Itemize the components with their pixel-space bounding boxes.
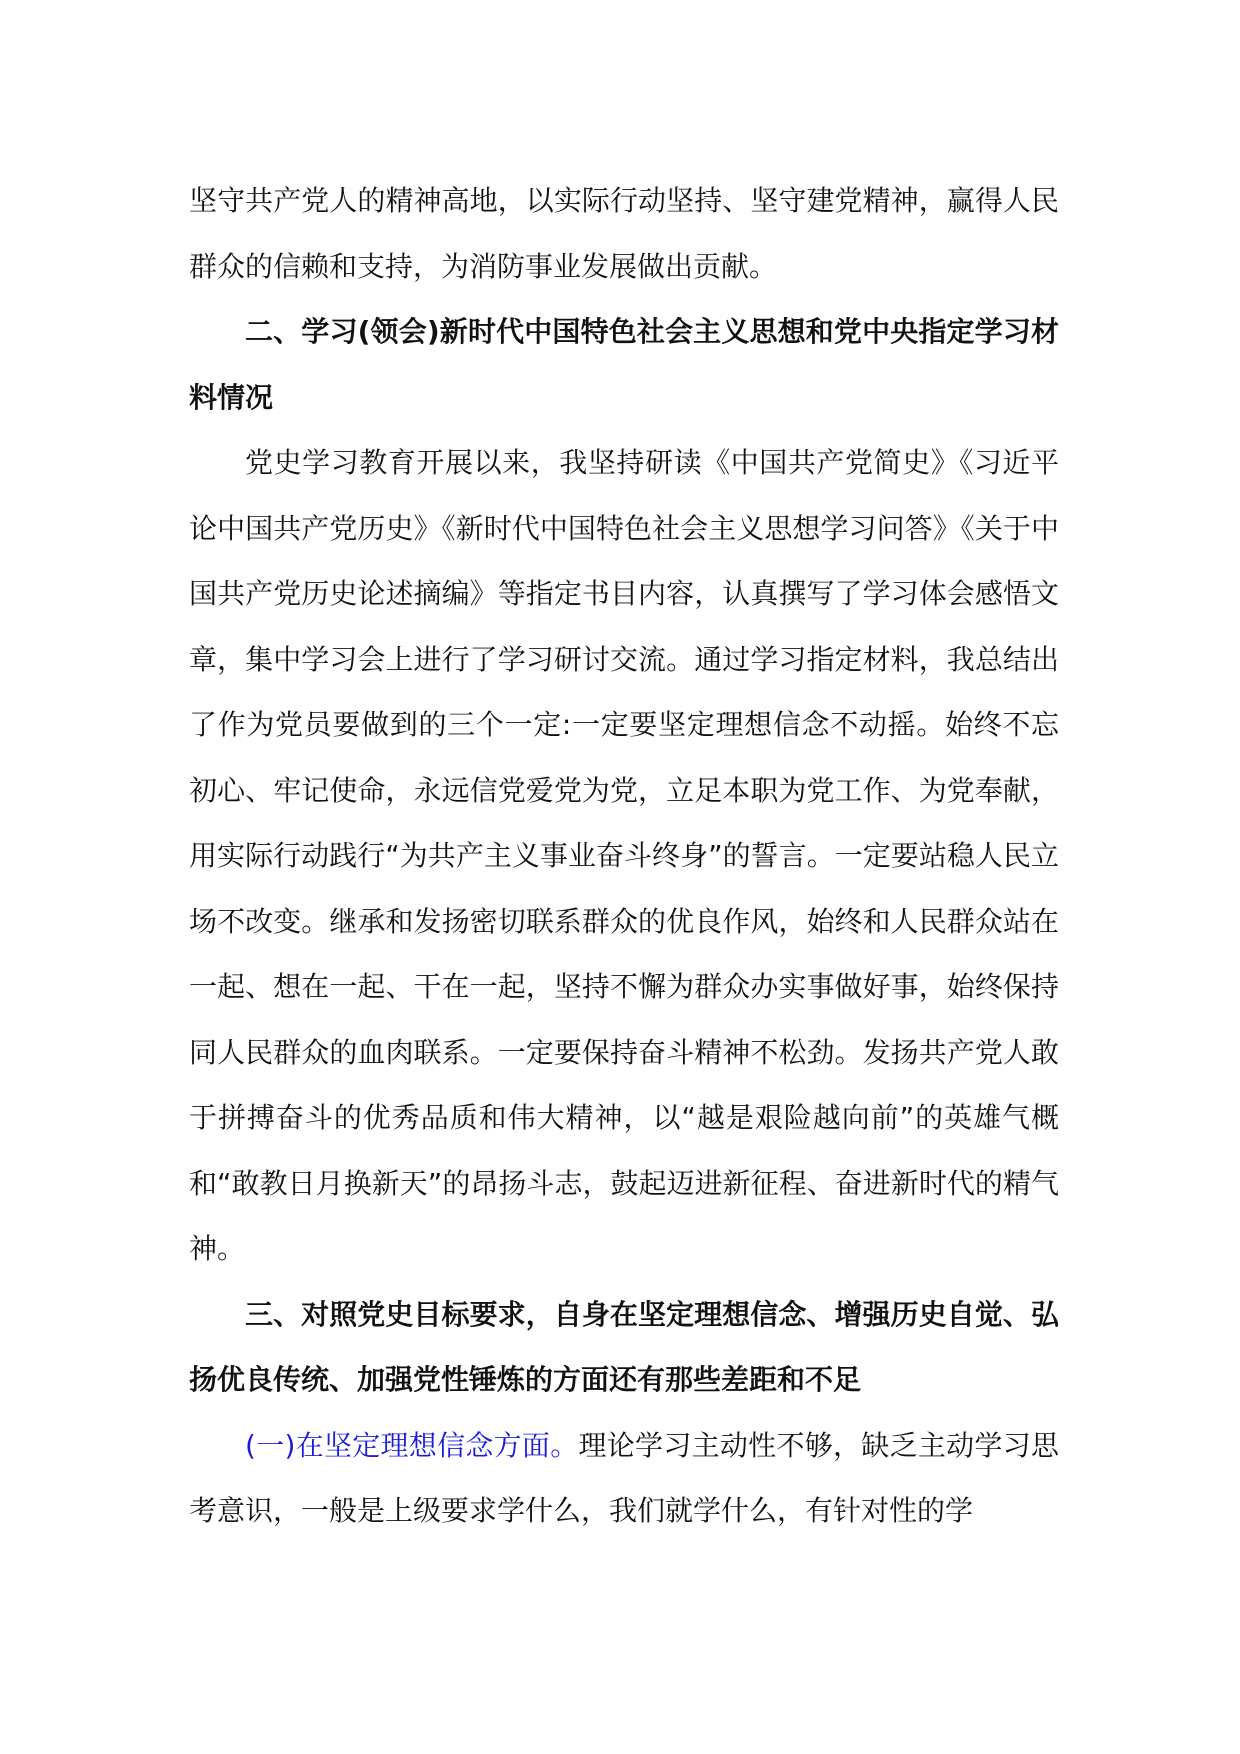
subsection-text: 理论学习主动性不够，缺乏主动学习思考意识，一般是上级要求学什么，我们就学什么，有针对性的学 [189, 1428, 1059, 1527]
paragraph-continuation: 坚守共产党人的精神高地，以实际行动坚持、坚守建党精神，赢得人民群众的信赖和支持，为消防事业发展做出贡献。 [189, 184, 1059, 283]
paragraph-ideals-beliefs [189, 1413, 1059, 1544]
section-heading-2: 二、学习(领会)新时代中国特色社会主义思想和党中央指定学习材料情况 [189, 315, 1059, 414]
section-heading-3: 三、对照党史目标要求，自身在坚定理想信念、增强历史自觉、弘扬优良传统、加强党性锤炼的方面还有那些差距和不足 [189, 1297, 1059, 1396]
document-body [189, 168, 1059, 1544]
subsection-label: (一)在坚定理想信念方面。 [245, 1428, 579, 1462]
paragraph-study-materials: 党史学习教育开展以来，我坚持研读《中国共产党简史》《习近平论中国共产党历史》《新时代中国特色社会主义思想学习问答》《关于中国共产党历史论述摘编》等指定书目内容，认真撰写了学习体会感悟文章，集中学习会上进行了学习研讨交流。通过学习指定材料，我总结出了作为党员要做到的三个一定:一定要坚定理想信念不动摇。始终不忘初心、牢记使命，永远信党爱党为党，立足本职为党工作、为党奉献，用实际行动践行“为共产主义事业奋斗终身”的誓言。一定要站稳人民立场不改变。继承和发扬密切联系群众的优良作风，始终和人民群众站在一起、想在一起、干在一起，坚持不懈为群众办实事做好事，始终保持同人民群众的血肉联系。一定要保持奋斗精神不松劲。发扬共产党人敢于拼搏奋斗的优秀品质和伟大精神，以“越是艰险越向前”的英雄气概和“敢教日月换新天”的昂扬斗志，鼓起迈进新征程、奋进新时代的精气神。 [189, 446, 1059, 1265]
